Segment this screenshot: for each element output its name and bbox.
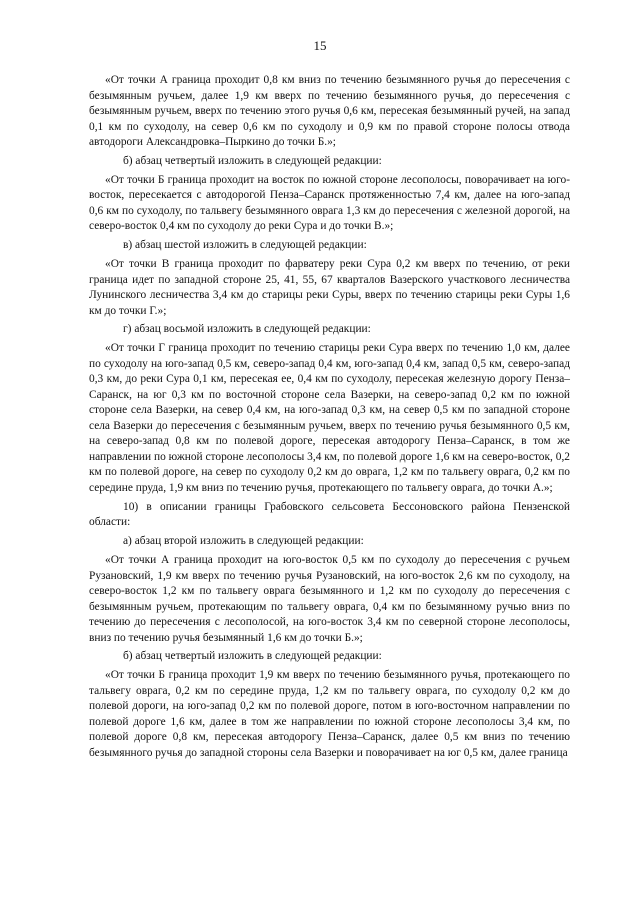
quote-paragraph: «От точки Г граница проходит по течению старицы реки Сура вверх по течению 1,0 км, далее по суходолу на юго-запад 0,5 км, северо-запад 0,4 км, юго-запад 0,4 км, запад 0,5 км, северо-запад 0,3 км, до реки Сура 0,1 км, пересекая ее, 0,4 км по суходолу, пересекая железную дорогу Пенза–Саранск, на юг 0,3 км по восточной стороне села Вазерки, на северо-запад 0,2 км по южной стороне села Вазерки, на север 0,4 км, на юго-запад 0,3 км, на север 0,5 км по западной стороне села Вазерки до пересечения с безымянным ручьем, вверх по течению ручья безымянного 0,5 км, на северо-запад 0,8 км по полевой дороге, пересекая автодорогу Пенза–Саранск, в том же направлении по южной стороне лесополосы 3,4 км, по полевой дороге 1,6 км на северо-восток, 0,2 км по полевой дороге, на север по суходолу 0,2 км до оврага, 1,2 км по тальвегу оврага, 0,2 км по середине пруда, 1,9 км вниз по течению ручья, протекающего по тальвегу оврага, до точки А.»; [89, 342, 570, 494]
document-body [89, 73, 570, 765]
instruction-paragraph: б) абзац четвертый изложить в следующей редакции: [123, 650, 382, 663]
page-number: 15 [313, 38, 327, 53]
quote-paragraph: «От точки В граница проходит по фарватеру реки Сура 0,2 км вверх по течению, от реки граница идет по западной стороне 25, 41, 55, 67 кварталов Вазерского участкового лесничества Лунинского лесничества 3,4 км до старицы реки Суры, вверх по течению старицы реки Суры 1,6 км до точки Г.»; [89, 258, 570, 317]
instruction-paragraph: в) абзац шестой изложить в следующей редакции: [123, 239, 367, 252]
instruction-paragraph: г) абзац восьмой изложить в следующей редакции: [123, 323, 371, 336]
quote-paragraph: «От точки А граница проходит на юго-восток 0,5 км по суходолу до пересечения с ручьем Рузановский, 1,9 км вверх по течению ручья Рузановский, на юго-восток 2,6 км по суходолу, на северо-восток 1,2 км по тальвегу оврага безымянного и 1,2 км по суходолу до пересечения с безымянным ручьем, протекающим по тальвегу оврага, 0,4 км по безымянному ручью вниз по течению до пересечения с лесополосой, на юго-восток 3,4 км по северной стороне лесополосы, вниз по течению ручья безымянный 1,6 км до точки Б.»; [89, 554, 570, 644]
instruction-paragraph: а) абзац второй изложить в следующей редакции: [123, 535, 364, 548]
instruction-paragraph: б) абзац четвертый изложить в следующей редакции: [123, 154, 382, 167]
quote-paragraph: «От точки Б граница проходит 1,9 км вверх по течению безымянного ручья, протекающего по тальвегу оврага, 0,2 км по середине пруда, 1,2 км по тальвегу оврага, по суходолу 0,2 км до полевой дороги, на юго-запад 0,2 км по полевой дороге, потом в юго-восточном направлении по полевой дороге 1,6 км, далее в том же направлении по южной стороне лесополосы 3,4 км, по полевой дороге 0,8 км, пересекая автодорогу Пенза–Саранск, далее 0,5 км вниз по течению безымянного ручья до западной стороны села Вазерки и поворачивает на юг 0,5 км, далее граница [89, 669, 570, 759]
quote-paragraph: «От точки А граница проходит 0,8 км вниз по течению безымянного ручья до пересечения с безымянным ручьем, далее 1,9 км вверх по течению безымянного ручья, до пересечения с безымянным ручьем, вверх по течению этого ручья 0,6 км, пересекая безымянный ручей, на запад 0,1 км по суходолу, на север 0,6 км по суходолу и 0,9 км по правой стороне полосы отвода автодороги Александровка–Пыркино до точки Б.»; [89, 74, 570, 148]
quote-paragraph: «От точки Б граница проходит на восток по южной стороне лесополосы, поворачивает на юго-восток, пересекается с автодорогой Пенза–Саранск протяженностью 7,4 км, далее на юго-запад 0,6 км по суходолу, по тальвегу безымянного оврага 1,3 км до пересечения с железной дорогой, на северо-восток 0,4 км по суходолу до реки Сура и до точки В.»; [89, 173, 570, 233]
section-heading-paragraph: 10) в описании границы Грабовского сельсовета Бессоновского района Пензенской области: [89, 500, 570, 529]
